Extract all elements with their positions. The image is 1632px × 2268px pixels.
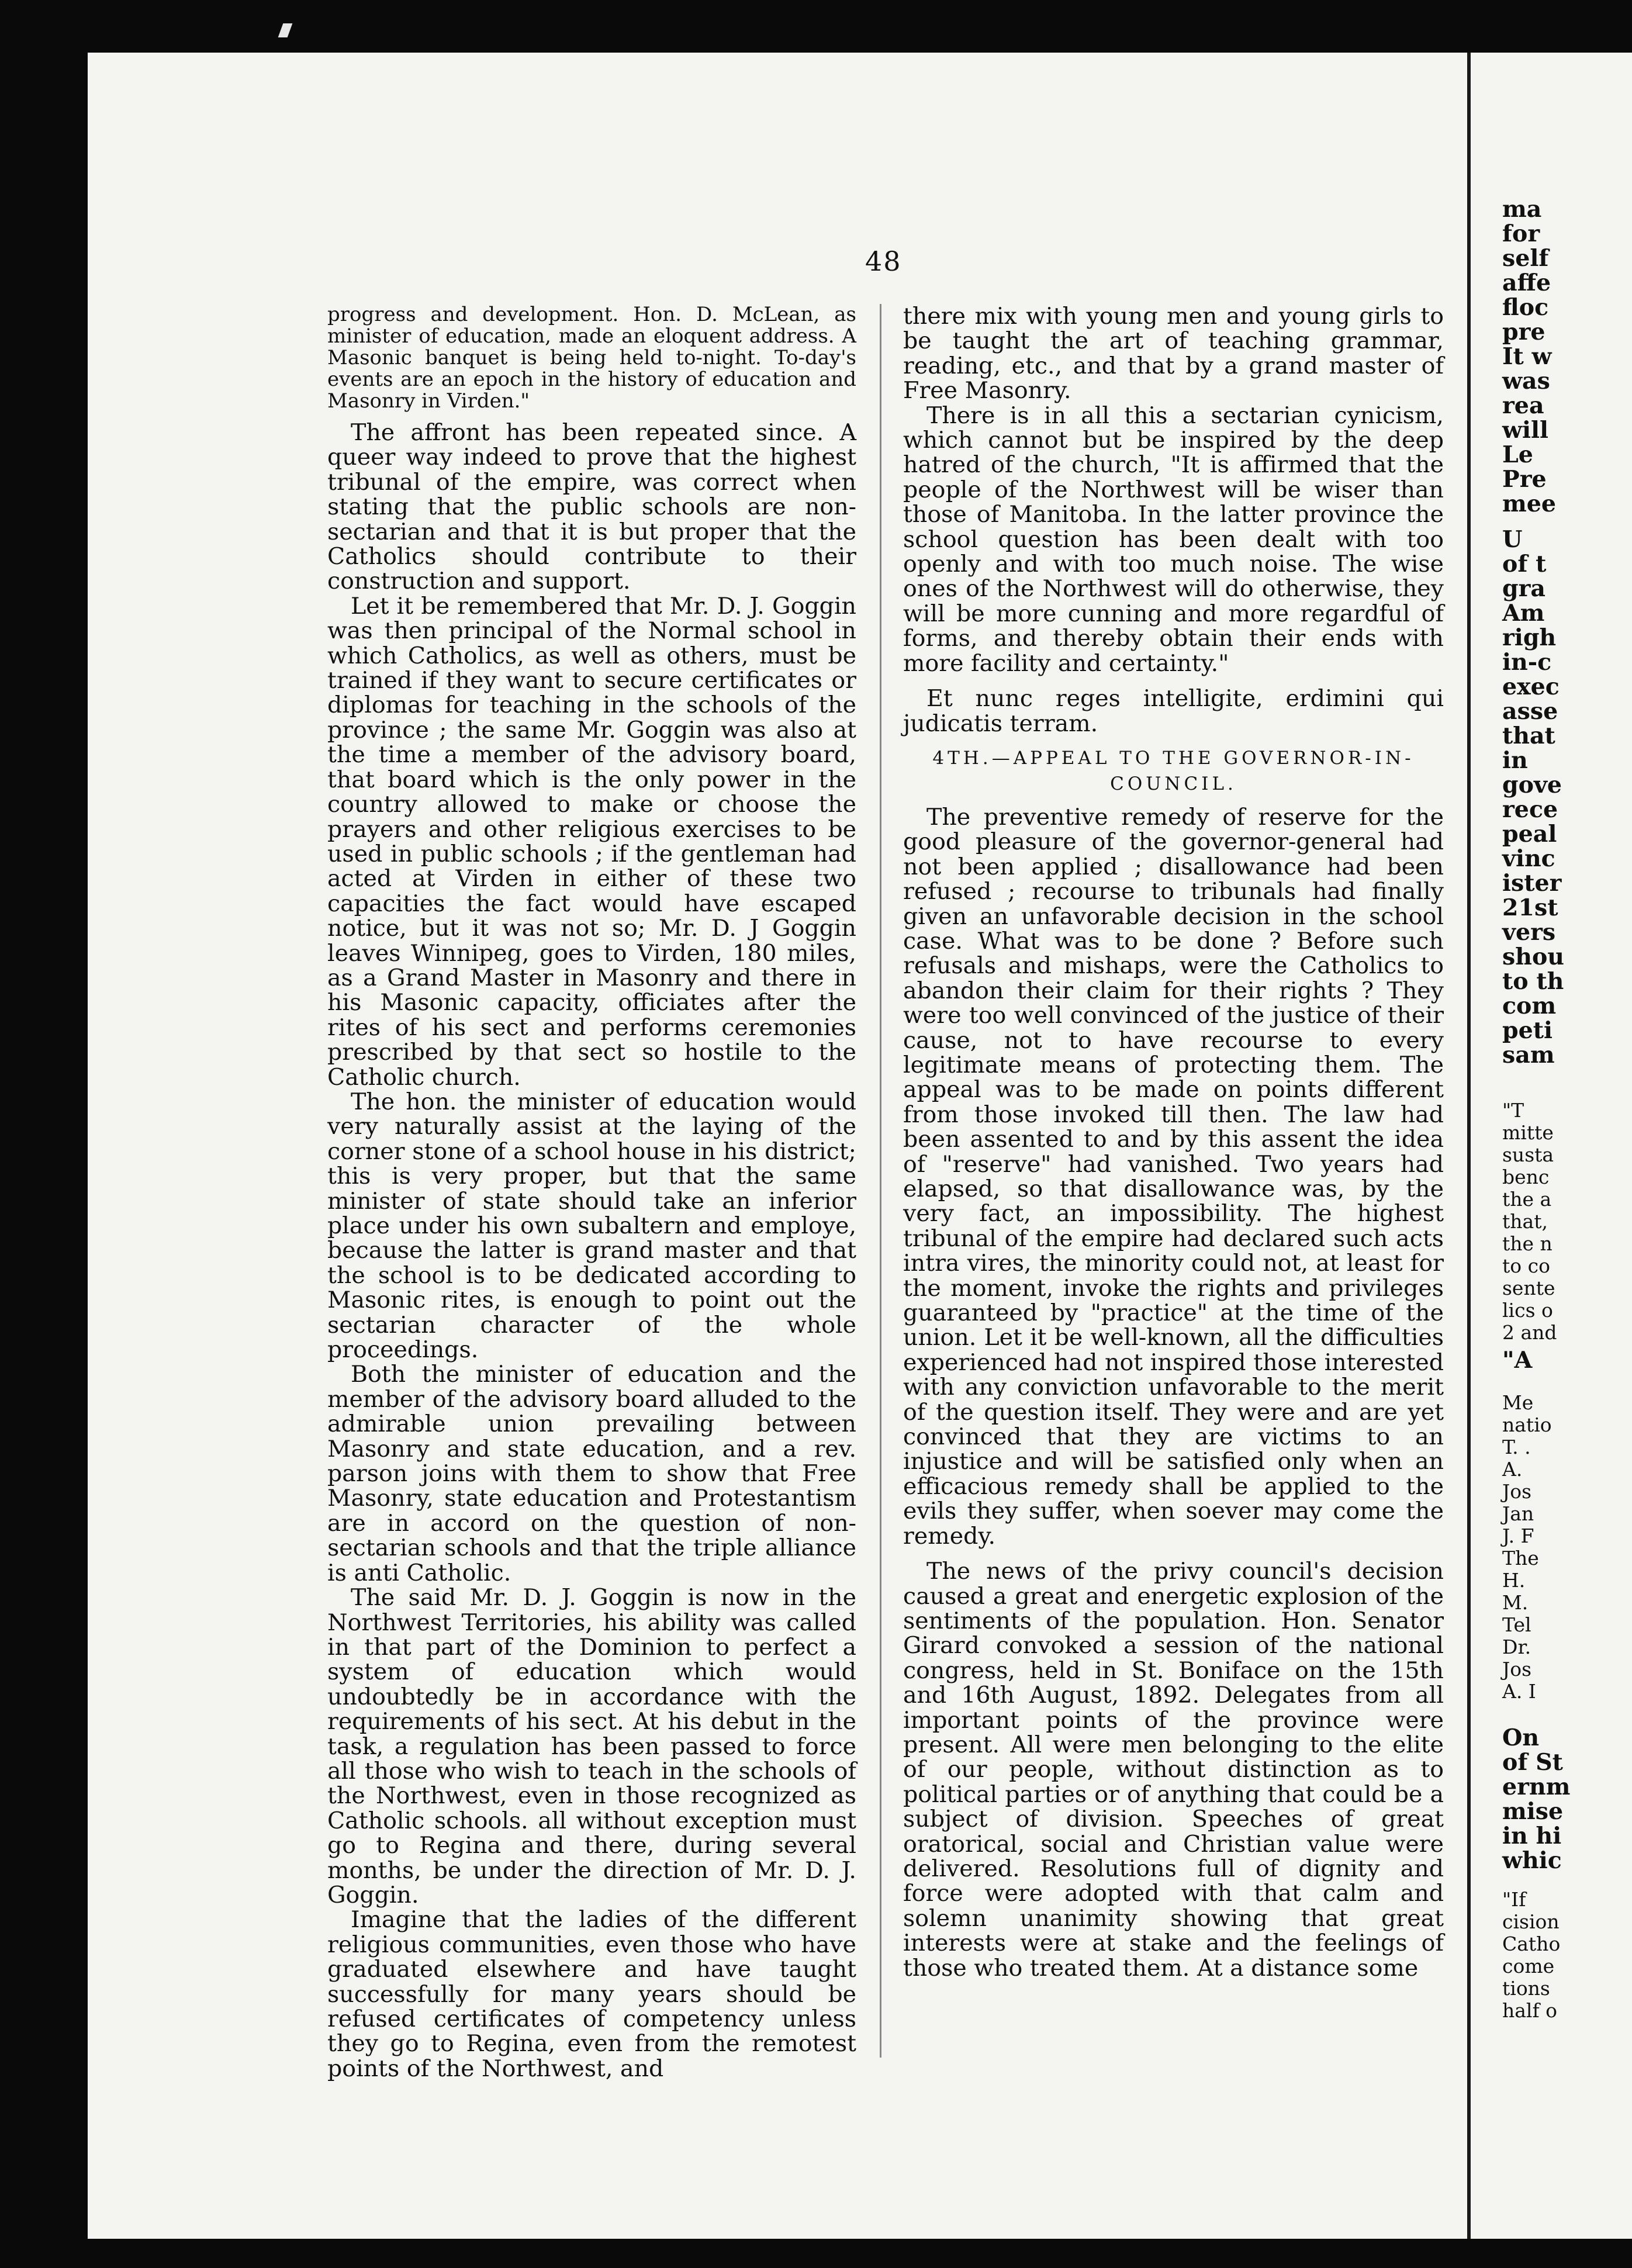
adjacent-page-text-fragment: gra: [1502, 575, 1546, 602]
adjacent-page-text-fragment: to th: [1502, 968, 1564, 995]
scan-corner-mark: [278, 23, 293, 37]
adjacent-page-text-fragment: ister: [1502, 870, 1562, 897]
adjacent-page-text-fragment: gove: [1502, 772, 1562, 798]
adjacent-page-text-fragment: mise: [1502, 1798, 1564, 1825]
adjacent-page-text-fragment: that,: [1502, 1210, 1548, 1233]
adjacent-page-text-fragment: will: [1502, 417, 1549, 444]
adjacent-page-text-fragment: whic: [1502, 1847, 1562, 1874]
right-column: [903, 304, 1444, 1980]
adjacent-page-text-fragment: Dr.: [1502, 1636, 1531, 1658]
adjacent-page-text-fragment: self: [1502, 245, 1549, 272]
adjacent-page-text-fragment: The: [1502, 1547, 1539, 1569]
adjacent-page-text-fragment: shou: [1502, 943, 1565, 970]
adjacent-page-text-fragment: ernm: [1502, 1773, 1571, 1800]
paragraph: The news of the privy council's decision caused a great and energetic explosion of the sentiments of the population. Hon. Senator Girard convoked a session of the national congress, held in St. Boniface on the 15th and 16th August, 1892. Delegates from all important points of the province were present. All were men belonging to the elite of our people, without distinction as to political parties or of anything that could be a subject of division. Speeches of great oratorical, social and Christian value were delivered. Resolutions full of dignity and force were adopted with that calm and solemn unanimity showing that great interests were at stake and the feelings of those who treated them. At a distance some: [903, 1558, 1444, 1982]
adjacent-page-text-fragment: Me: [1502, 1391, 1534, 1414]
paragraph: Let it be remembered that Mr. D. J. Goggin was then principal of the Normal school in which Catholics, as well as others, must be trained if they want to secure certificates or diplomas for teaching in the schools of the province ; the same Mr. Goggin was also at the time a member of the advisory board, that board which is the only power in the country allowed to make or choose the prayers and other religious exercises to be used in public schools ; if the gentleman had acted at Virden in either of these two capacities the fact would have escaped notice, but it was not so; Mr. D. J Goggin leaves Winnipeg, goes to Virden, 180 miles, as a Grand Master in Masonry and there in his Masonic capacity, officiates after the rites of his sect and performs ceremonies prescribed by that sect so hostile to the Catholic church.: [327, 592, 856, 1091]
paragraph: The affront has been repeated since. A queer way indeed to prove that the highest tribunal of the empire, was correct when stating that the public schools are non-sectarian and that it is but proper that the Catholics should contribute to their construction and support.: [327, 419, 856, 595]
adjacent-page-text-fragment: of t: [1502, 551, 1547, 578]
adjacent-page-text-fragment: rea: [1502, 392, 1544, 419]
adjacent-page-text-fragment: was: [1502, 368, 1550, 395]
latin-quotation: Et nunc reges intelligite, erdimini qui judicatis terram.: [903, 685, 1444, 737]
adjacent-page-text-fragment: susta: [1502, 1143, 1554, 1166]
adjacent-page-text-fragment: ma: [1502, 196, 1542, 223]
paragraph: The hon. the minister of education would very naturally assist at the laying of the corner stone of a school house in his district; this is very proper, but that the same minister of state should take an inferior place under his own subaltern and employe, because the latter is grand master and that the school is to be dedicated according to Masonic rites, is enough to point out the sectarian character of the whole proceedings.: [327, 1088, 856, 1364]
adjacent-page-text-fragment: cision: [1502, 1910, 1560, 1933]
column-divider: [880, 304, 881, 2058]
adjacent-page-text-fragment: U: [1502, 526, 1523, 553]
adjacent-page-text-fragment: Catho: [1502, 1932, 1561, 1955]
paragraph: There is in all this a sectarian cynicism, which cannot but be inspired by the deep hatred of the church, "It is affirmed that the people of the Northwest will be wiser than those of Manitoba. In the latter province the school question has been dealt with too openly and with too much noise. The wise ones of the Northwest will do otherwise, they will be more cunning and more regardful of forms, and thereby obtain their ends with more facility and certainty.": [903, 402, 1444, 677]
adjacent-page-text-fragment: vinc: [1502, 845, 1555, 872]
adjacent-page-text-fragment: tions: [1502, 1977, 1550, 2000]
adjacent-page-text-fragment: Jos: [1502, 1658, 1532, 1681]
page-number: 48: [865, 246, 902, 277]
paragraph: The said Mr. D. J. Goggin is now in the Northwest Territories, his ability was called in that part of the Dominion to perfect a system of education which would undoubtedly be in accordance with the requirements of his sect. At his debut in the task, a regulation has been passed to force all those who wish to teach in the schools of the Northwest, even in those recognized as Catholic schools. all without exception must go to Regina and there, during several months, be under the direction of Mr. D. J. Goggin.: [327, 1584, 856, 1909]
adjacent-page-text-fragment: lics o: [1502, 1299, 1553, 1322]
adjacent-page-text-fragment: Jos: [1502, 1480, 1532, 1503]
paragraph: Imagine that the ladies of the different religious communities, even those who have graduated elsewhere and have taught successfully for many years should be refused certificates of competency unless they go to Regina, even from the remotest points of the Northwest, and: [327, 1906, 856, 2082]
adjacent-page-text-fragment: Pre: [1502, 466, 1547, 493]
adjacent-page-text-fragment: floc: [1502, 294, 1549, 321]
adjacent-page-text-fragment: T. .: [1502, 1436, 1531, 1458]
adjacent-page-text-fragment: 21st: [1502, 894, 1558, 921]
adjacent-page-text-fragment: mee: [1502, 490, 1557, 517]
paragraph: The preventive remedy of reserve for the good pleasure of the governor-general had not been applied ; disallowance had been refused ; recourse to tribunals had finally given an unfavorable decision in the school case. What was to be done ? Before such refusals and mishaps, were the Catholics to abandon their claim for their rights ? They were too well convinced of the justice of their cause, not to have recourse to every legitimate means of protecting them. The appeal was to be made on points different from those invoked till then. The law had been assented to and by this assent the idea of "reserve" had vanished. Two years had elapsed, so that disallowance was, by the very fact, an impossibility. The highest tribunal of the empire had declared such acts intra vires, the minority could not, at least for the moment, invoke the rights and privileges guaranteed by "practice" at the time of the union. Let it be well-known, all the difficulties experienced had not inspired those interested with any conviction unfavorable to the merit of the question itself. They were and are yet convinced that they are victims to an injustice and will be satisfied only when an efficacious remedy shall be applied to the evils they suffer, when soever may come the remedy.: [903, 803, 1444, 1550]
adjacent-page-text-fragment: On: [1502, 1724, 1540, 1751]
adjacent-page-text-fragment: 2 and: [1502, 1321, 1557, 1344]
adjacent-page-text-fragment: of St: [1502, 1749, 1563, 1776]
adjacent-page-text-fragment: in hi: [1502, 1823, 1562, 1849]
adjacent-page-text-fragment: the n: [1502, 1232, 1553, 1255]
adjacent-page-text-fragment: Jan: [1502, 1502, 1534, 1525]
adjacent-page-text-fragment: in: [1502, 747, 1528, 774]
adjacent-page-text-fragment: come: [1502, 1955, 1555, 1977]
adjacent-page-text-fragment: "A: [1502, 1347, 1533, 1374]
adjacent-page-text-fragment: natio: [1502, 1413, 1552, 1436]
adjacent-page-text-fragment: mitte: [1502, 1121, 1554, 1144]
adjacent-page-text-fragment: com: [1502, 993, 1557, 1019]
book-page: [88, 53, 1473, 2239]
adjacent-page-text-fragment: that: [1502, 722, 1555, 749]
adjacent-page-text-fragment: vers: [1502, 919, 1556, 946]
adjacent-page-text-fragment: peal: [1502, 821, 1557, 848]
adjacent-page-text-fragment: "T: [1502, 1099, 1524, 1122]
adjacent-page-edge: [1473, 53, 1632, 2239]
adjacent-page-text-fragment: Le: [1502, 441, 1533, 468]
adjacent-page-text-fragment: M.: [1502, 1591, 1529, 1614]
adjacent-page-text-fragment: Tel: [1502, 1613, 1531, 1636]
adjacent-page-text-fragment: pre: [1502, 319, 1545, 345]
page-gutter: [1467, 53, 1471, 2239]
adjacent-page-text-fragment: affe: [1502, 269, 1551, 296]
quoted-passage: progress and development. Hon. D. McLean, as minister of education, made an eloquent address. A Masonic banquet is being held to-night. To-day's events are an epoch in the history of education and Masonry in Virden.": [327, 303, 856, 413]
paragraph: Both the minister of education and the member of the advisory board alluded to the admirable union prevailing between Masonry and state education, and a rev. parson joins with them to show that Free Masonry, state education and Protestantism are in accord on the question of non-sectarian schools and that the triple alliance is anti Catholic.: [327, 1361, 856, 1586]
left-column: [327, 304, 856, 2081]
adjacent-page-text-fragment: half o: [1502, 1999, 1558, 2022]
adjacent-page-text-fragment: H.: [1502, 1569, 1526, 1592]
adjacent-page-text-fragment: rece: [1502, 796, 1558, 823]
adjacent-page-text-fragment: sam: [1502, 1042, 1555, 1069]
adjacent-page-text-fragment: Am: [1502, 600, 1545, 627]
adjacent-page-text-fragment: the a: [1502, 1188, 1552, 1211]
adjacent-page-text-fragment: peti: [1502, 1017, 1553, 1044]
adjacent-page-text-fragment: sente: [1502, 1277, 1555, 1299]
adjacent-page-text-fragment: exec: [1502, 673, 1560, 700]
adjacent-page-text-fragment: to co: [1502, 1254, 1550, 1277]
adjacent-page-text-fragment: for: [1502, 220, 1540, 247]
adjacent-page-text-fragment: J. F: [1502, 1524, 1534, 1547]
adjacent-page-text-fragment: A.: [1502, 1458, 1523, 1481]
paragraph-continuation: there mix with young men and young girls to be taught the art of teaching grammar, reading, etc., and that by a grand master of Free Masonry.: [903, 303, 1444, 404]
adjacent-page-text-fragment: "If: [1502, 1888, 1526, 1911]
adjacent-page-text-fragment: righ: [1502, 624, 1557, 651]
adjacent-page-text-fragment: A. I: [1502, 1680, 1536, 1703]
adjacent-page-text-fragment: in-c: [1502, 649, 1552, 676]
adjacent-page-text-fragment: asse: [1502, 698, 1558, 725]
adjacent-page-text-fragment: It w: [1502, 343, 1552, 370]
section-heading: 4TH.—APPEAL TO THE GOVERNOR-IN-COUNCIL.: [932, 747, 1415, 794]
adjacent-page-text-fragment: benc: [1502, 1166, 1550, 1188]
